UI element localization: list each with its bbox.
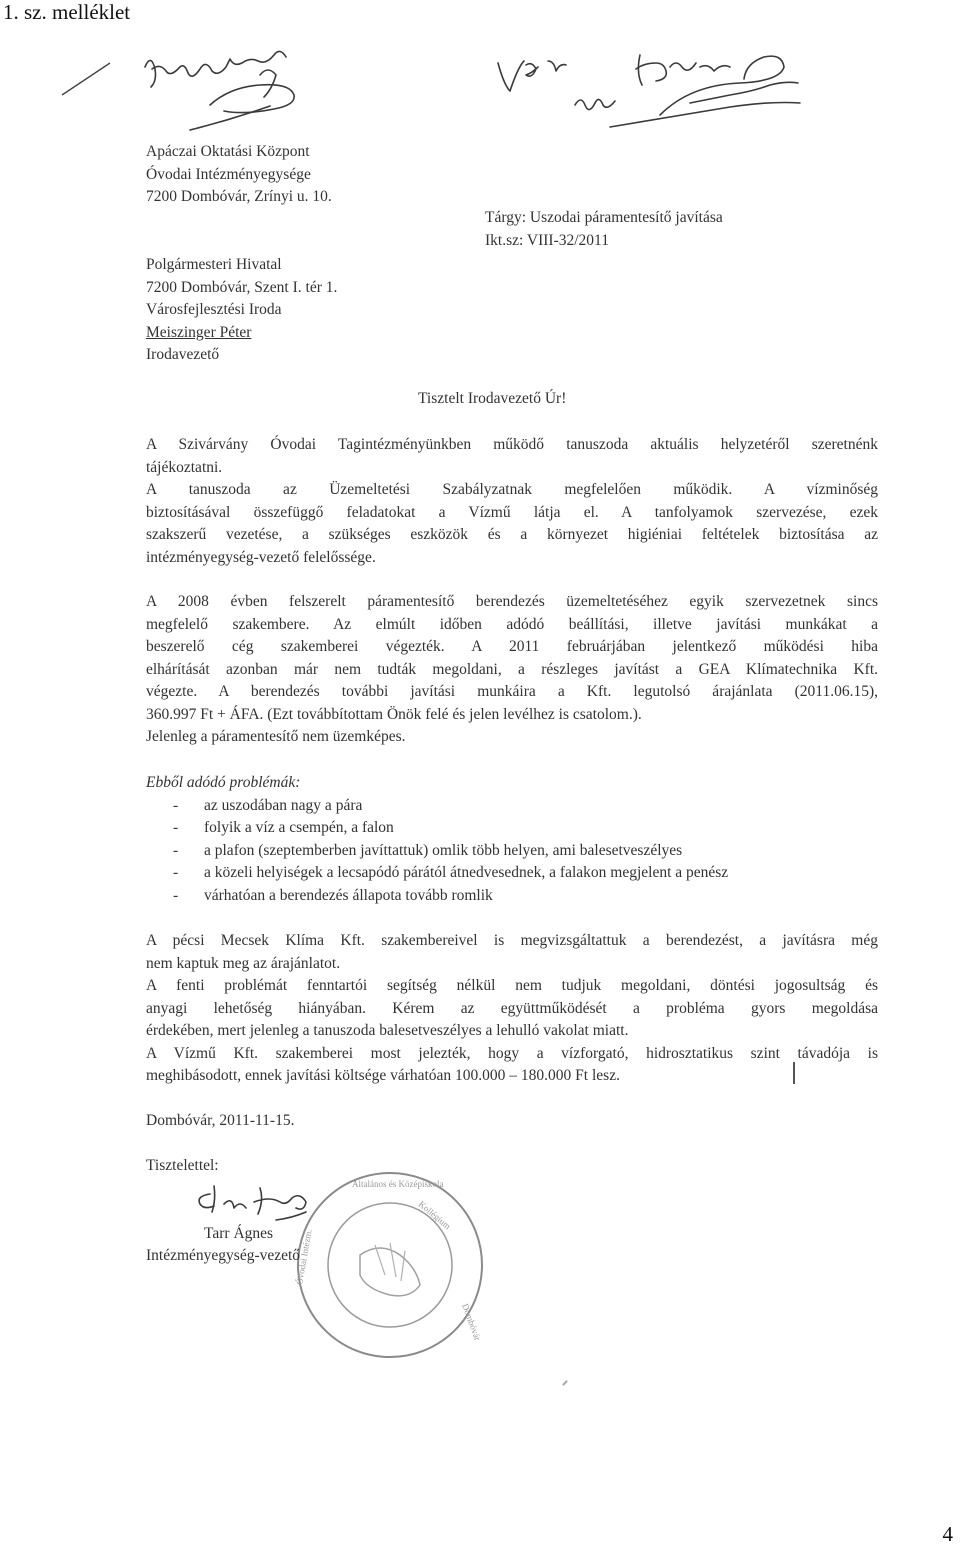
svg-text:Dombóvár: Dombóvár xyxy=(460,1302,483,1342)
problems-section xyxy=(146,772,886,907)
paragraph-line: nem kaptuk meg az árajánlatot. xyxy=(146,954,341,972)
paragraph-line: Jelenleg a páramentesítő nem üzemképes. xyxy=(146,728,406,745)
margin-mark xyxy=(793,1062,795,1084)
recipient-line: Polgármesteri Hivatal xyxy=(146,256,282,273)
salutation: Tisztelt Irodavezető Úr! xyxy=(418,390,567,407)
sender-line: 7200 Dombóvár, Zrínyi u. 10. xyxy=(146,188,332,205)
paragraph-line: tájékoztatni. xyxy=(146,458,223,476)
bullet: - xyxy=(173,841,179,859)
recipient-title: Irodavezető xyxy=(146,346,220,363)
list-item xyxy=(146,817,886,840)
official-stamp xyxy=(290,1165,490,1365)
paragraph-line: meghibásodott, ennek javítási költsége várhatóan 100.000 – 180.000 Ft lesz. xyxy=(146,1067,620,1084)
sender-address xyxy=(146,141,332,209)
list-item xyxy=(146,862,886,885)
paragraph-line: A Szivárvány Óvodai Tagintézményünkben működő tanuszoda aktuális helyzetéről szeretnénk xyxy=(146,436,878,453)
svg-text:Általános és Középiskola: Általános és Középiskola xyxy=(352,1179,444,1189)
handwritten-annotation-left xyxy=(60,45,330,140)
paragraph-line: A Vízmű Kft. szakemberei most jelezték, hogy a vízforgató, hidrosztatikus szint távadója is xyxy=(146,1044,878,1062)
sender-line: Apáczai Oktatási Központ xyxy=(146,143,310,160)
reference-number: Ikt.sz: VIII-32/2011 xyxy=(485,231,609,249)
list-item-text: az uszodában nagy a pára xyxy=(204,796,363,814)
paragraph-line: A fenti problémát fenntartói segítség nélkül nem tudjuk megoldani, döntési jogosultság és xyxy=(146,977,878,994)
recipient-address xyxy=(146,254,337,367)
list-item-text: várhatóan a berendezés állapota tovább romlik xyxy=(204,886,493,904)
svg-text:Óvodai Intézm.: Óvodai Intézm. xyxy=(294,1228,314,1286)
recipient-name: Meiszinger Péter xyxy=(146,323,252,341)
paragraph-line: szakszerű vezetése, a szükséges eszközök és a környezet higiéniai feltételek biztosítása az xyxy=(146,526,878,543)
list-item xyxy=(146,885,886,908)
paragraph-3 xyxy=(146,930,878,1088)
paragraph-line: 360.997 Ft + ÁFA. (Ezt továbbítottam Önök felé és jelen levélhez is csatolom.). xyxy=(146,705,642,723)
list-item xyxy=(146,795,886,818)
svg-text:Kollégium: Kollégium xyxy=(416,1198,453,1232)
paragraph-line: A pécsi Mecsek Klíma Kft. szakembereivel is megvizsgáltattuk a berendezést, a javításra még xyxy=(146,932,878,949)
paragraph-line: érdekében, mert jelenleg a tanuszoda balesetveszélyes a lehulló vakolat miatt. xyxy=(146,1022,629,1039)
list-item-text: folyik a víz a csempén, a falon xyxy=(204,819,394,836)
paragraph-line: A 2008 évben felszerelt páramentesítő berendezés üzemeltetéséhez egyik szervezetnek sincs xyxy=(146,593,878,610)
paragraph-line: elhárítását azonban már nem tudták megoldani, a részleges javítást a GEA Klímatechnika Kft. xyxy=(146,660,878,678)
paragraph-line: beszerelő cég szakemberei végezték. A 2011 februárjában jelentkező működési hiba xyxy=(146,638,878,655)
closing: Tisztelettel: xyxy=(146,1157,219,1174)
handwritten-signature xyxy=(190,1182,320,1227)
paragraph-line: végezte. A berendezés további javítási munkáira a Kft. legutolsó árajánlata (2011.06.15), xyxy=(146,683,878,700)
sender-line: Óvodai Intézményegysége xyxy=(146,165,311,183)
list-item-text: a közeli helyiségek a lecsapódó párától átnedvesednek, a falakon megjelent a penész xyxy=(204,864,729,881)
list-item-text: a plafon (szeptemberben javíttattuk) omlik több helyen, ami balesetveszélyes xyxy=(204,841,683,859)
signatory-title: Intézményegység-vezető xyxy=(146,1247,301,1264)
signatory-name: Tarr Ágnes xyxy=(204,1225,274,1242)
handwritten-annotation-right xyxy=(490,45,820,135)
paragraph-line: A tanuszoda az Üzemeltetési Szabályzatnak megfelelően működik. A vízminőség xyxy=(146,481,878,498)
bullet: - xyxy=(173,864,179,881)
bullet: - xyxy=(173,796,179,814)
paragraph-line: biztosításával összefüggő feladatokat a Vízmű látja el. A tanfolyamok szervezése, ezek xyxy=(146,503,878,521)
problems-heading: Ebből adódó problémák: xyxy=(146,774,301,791)
subject-block xyxy=(485,207,723,252)
stray-mark xyxy=(562,1380,568,1386)
page-label: 1. sz. melléklet xyxy=(3,0,131,24)
paragraph-line: megfelelő szakembere. Az elmúlt időben adódó beállítási, illetve javítási munkákat a xyxy=(146,615,878,633)
paragraph-line: anyagi lehetőség hiányában. Kérem az együttműködését a probléma gyors megoldása xyxy=(146,999,878,1017)
problems-list xyxy=(146,795,886,908)
subject-line: Tárgy: Uszodai páramentesítő javítása xyxy=(485,209,723,226)
paragraph-line: intézményegység-vezető felelőssége. xyxy=(146,548,376,566)
paragraph-2 xyxy=(146,591,878,749)
list-item xyxy=(146,840,886,863)
bullet: - xyxy=(173,886,179,904)
page-number: 4 xyxy=(942,1522,953,1546)
bullet: - xyxy=(173,819,179,836)
date-line: Dombóvár, 2011-11-15. xyxy=(146,1112,295,1129)
recipient-line: 7200 Dombóvár, Szent I. tér 1. xyxy=(146,278,338,296)
paragraph-1 xyxy=(146,434,878,569)
recipient-line: Városfejlesztési Iroda xyxy=(146,301,282,318)
